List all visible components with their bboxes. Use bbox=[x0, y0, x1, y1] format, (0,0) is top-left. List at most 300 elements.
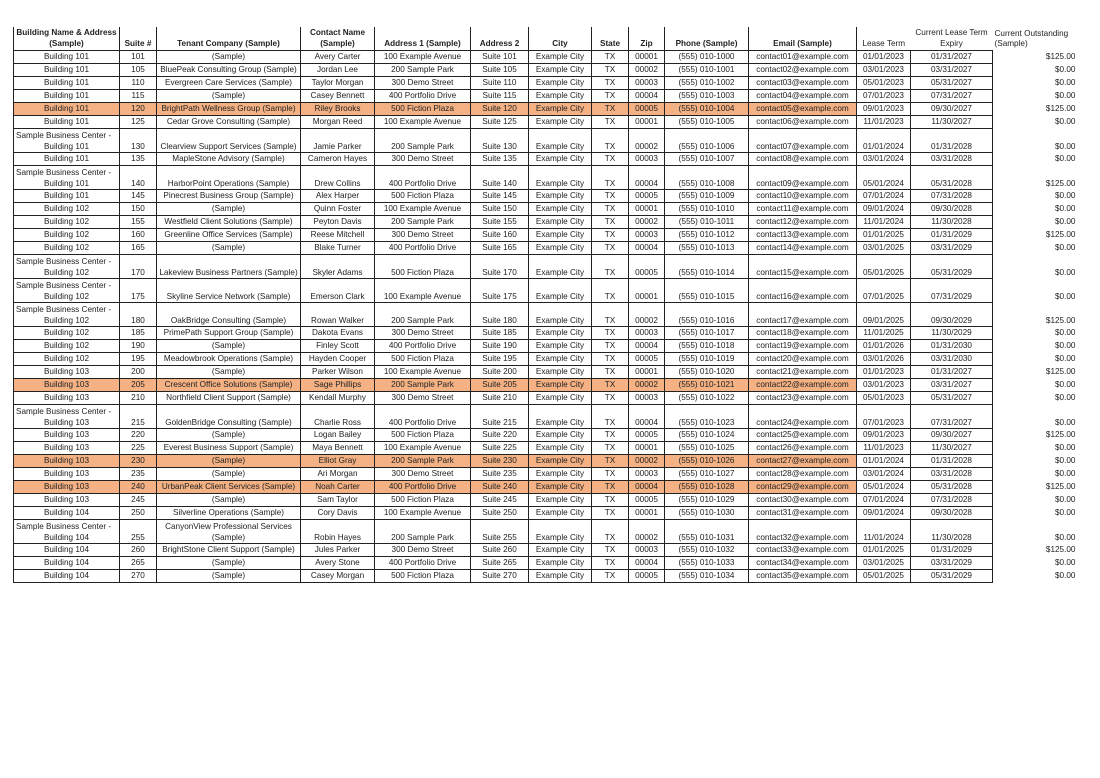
address1-cell[interactable]: 400 Portfolio Drive bbox=[375, 405, 471, 429]
expiry-cell[interactable]: 07/31/2028 bbox=[911, 494, 993, 507]
expiry-cell[interactable]: 11/30/2027 bbox=[911, 116, 993, 129]
state-cell[interactable]: TX bbox=[592, 116, 629, 129]
address1-cell[interactable]: 300 Demo Street bbox=[375, 77, 471, 90]
expiry-cell[interactable]: 09/30/2028 bbox=[911, 203, 993, 216]
expiry-cell[interactable]: 05/31/2029 bbox=[911, 570, 993, 583]
contact-cell[interactable]: Alex Harper bbox=[301, 190, 375, 203]
state-cell[interactable]: TX bbox=[592, 507, 629, 520]
expiry-cell[interactable]: 11/30/2029 bbox=[911, 327, 993, 340]
email-cell[interactable]: contact34@example.com bbox=[749, 557, 857, 570]
state-cell[interactable]: TX bbox=[592, 353, 629, 366]
expiry-cell[interactable]: 09/30/2029 bbox=[911, 303, 993, 327]
suite-cell[interactable]: 150 bbox=[120, 203, 157, 216]
outstanding-cell[interactable]: $0.00 bbox=[993, 216, 1078, 229]
email-cell[interactable]: contact21@example.com bbox=[749, 366, 857, 379]
contact-cell[interactable]: Cameron Hayes bbox=[301, 153, 375, 166]
email-cell[interactable]: contact10@example.com bbox=[749, 190, 857, 203]
email-cell[interactable]: contact17@example.com bbox=[749, 303, 857, 327]
building-cell[interactable]: Building 104 bbox=[14, 507, 120, 520]
expiry-cell[interactable]: 07/31/2027 bbox=[911, 405, 993, 429]
email-cell[interactable]: contact35@example.com bbox=[749, 570, 857, 583]
email-cell[interactable]: contact08@example.com bbox=[749, 153, 857, 166]
address1-cell[interactable]: 100 Example Avenue bbox=[375, 116, 471, 129]
state-cell[interactable]: TX bbox=[592, 481, 629, 494]
table-row[interactable] bbox=[14, 129, 1078, 153]
state-cell[interactable]: TX bbox=[592, 570, 629, 583]
building-cell[interactable] bbox=[14, 255, 120, 279]
building-cell[interactable]: Building 101 bbox=[14, 90, 120, 103]
city-cell[interactable]: Example City bbox=[529, 103, 592, 116]
tenant-cell[interactable]: BluePeak Consulting Group (Sample) bbox=[157, 64, 301, 77]
suite-cell[interactable]: 265 bbox=[120, 557, 157, 570]
address1-cell[interactable]: 400 Portfolio Drive bbox=[375, 340, 471, 353]
state-cell[interactable]: TX bbox=[592, 242, 629, 255]
table-row[interactable] bbox=[14, 203, 1078, 216]
zip-cell[interactable]: 00002 bbox=[629, 129, 665, 153]
phone-cell[interactable]: (555) 010-1004 bbox=[665, 103, 749, 116]
address1-cell[interactable]: 200 Sample Park bbox=[375, 303, 471, 327]
table-row[interactable] bbox=[14, 442, 1078, 455]
building-cell[interactable]: Building 101 bbox=[14, 64, 120, 77]
address2-cell[interactable]: Suite 145 bbox=[471, 190, 529, 203]
outstanding-cell[interactable]: $0.00 bbox=[993, 203, 1078, 216]
state-cell[interactable]: TX bbox=[592, 303, 629, 327]
tenant-cell[interactable]: (Sample) bbox=[157, 557, 301, 570]
expiry-cell[interactable]: 03/31/2028 bbox=[911, 153, 993, 166]
city-cell[interactable]: Example City bbox=[529, 190, 592, 203]
suite-cell[interactable]: 165 bbox=[120, 242, 157, 255]
building-cell[interactable]: Building 103 bbox=[14, 468, 120, 481]
state-cell[interactable]: TX bbox=[592, 129, 629, 153]
column-header[interactable]: Address 1 (Sample) bbox=[375, 27, 471, 51]
address1-cell[interactable]: 100 Example Avenue bbox=[375, 507, 471, 520]
email-cell[interactable]: contact18@example.com bbox=[749, 327, 857, 340]
city-cell[interactable]: Example City bbox=[529, 468, 592, 481]
address1-cell[interactable]: 500 Fiction Plaza bbox=[375, 103, 471, 116]
state-cell[interactable]: TX bbox=[592, 77, 629, 90]
phone-cell[interactable]: (555) 010-1002 bbox=[665, 77, 749, 90]
phone-cell[interactable]: (555) 010-1024 bbox=[665, 429, 749, 442]
tenant-cell[interactable]: Westfield Client Solutions (Sample) bbox=[157, 216, 301, 229]
table-row[interactable] bbox=[14, 77, 1078, 90]
tenant-cell[interactable]: Greenline Office Services (Sample) bbox=[157, 229, 301, 242]
table-row[interactable] bbox=[14, 279, 1078, 303]
column-header[interactable]: Lease Term bbox=[857, 27, 911, 51]
outstanding-cell[interactable]: $0.00 bbox=[993, 405, 1078, 429]
city-cell[interactable]: Example City bbox=[529, 129, 592, 153]
building-cell[interactable]: Building 101 bbox=[14, 103, 120, 116]
address2-cell[interactable]: Suite 110 bbox=[471, 77, 529, 90]
phone-cell[interactable]: (555) 010-1029 bbox=[665, 494, 749, 507]
table-row[interactable] bbox=[14, 103, 1078, 116]
outstanding-cell[interactable]: $0.00 bbox=[993, 570, 1078, 583]
state-cell[interactable]: TX bbox=[592, 327, 629, 340]
lease-term-cell[interactable]: 09/01/2023 bbox=[857, 429, 911, 442]
table-row[interactable] bbox=[14, 557, 1078, 570]
outstanding-cell[interactable]: $125.00 bbox=[993, 229, 1078, 242]
suite-cell[interactable]: 230 bbox=[120, 455, 157, 468]
contact-cell[interactable]: Robin Hayes bbox=[301, 520, 375, 544]
outstanding-cell[interactable]: $0.00 bbox=[993, 392, 1078, 405]
contact-cell[interactable]: Cory Davis bbox=[301, 507, 375, 520]
table-row[interactable] bbox=[14, 379, 1078, 392]
outstanding-cell[interactable]: $125.00 bbox=[993, 103, 1078, 116]
contact-cell[interactable]: Casey Morgan bbox=[301, 570, 375, 583]
city-cell[interactable]: Example City bbox=[529, 520, 592, 544]
tenant-cell[interactable]: MapleStone Advisory (Sample) bbox=[157, 153, 301, 166]
address2-cell[interactable]: Suite 235 bbox=[471, 468, 529, 481]
suite-cell[interactable]: 225 bbox=[120, 442, 157, 455]
building-cell[interactable]: Building 104 bbox=[14, 557, 120, 570]
suite-cell[interactable]: 125 bbox=[120, 116, 157, 129]
tenant-cell[interactable]: UrbanPeak Client Services (Sample) bbox=[157, 481, 301, 494]
tenant-cell[interactable]: (Sample) bbox=[157, 340, 301, 353]
city-cell[interactable]: Example City bbox=[529, 203, 592, 216]
address2-cell[interactable]: Suite 230 bbox=[471, 455, 529, 468]
lease-term-cell[interactable]: 09/01/2025 bbox=[857, 303, 911, 327]
lease-term-cell[interactable]: 01/01/2026 bbox=[857, 340, 911, 353]
contact-cell[interactable]: Morgan Reed bbox=[301, 116, 375, 129]
contact-cell[interactable]: Quinn Foster bbox=[301, 203, 375, 216]
zip-cell[interactable]: 00005 bbox=[629, 353, 665, 366]
table-row[interactable] bbox=[14, 216, 1078, 229]
address2-cell[interactable]: Suite 150 bbox=[471, 203, 529, 216]
expiry-cell[interactable]: 01/31/2028 bbox=[911, 129, 993, 153]
contact-cell[interactable]: Sage Phillips bbox=[301, 379, 375, 392]
contact-cell[interactable]: Parker Wilson bbox=[301, 366, 375, 379]
suite-cell[interactable]: 215 bbox=[120, 405, 157, 429]
state-cell[interactable]: TX bbox=[592, 544, 629, 557]
building-cell[interactable] bbox=[14, 166, 120, 190]
zip-cell[interactable]: 00005 bbox=[629, 570, 665, 583]
lease-term-cell[interactable]: 09/01/2024 bbox=[857, 507, 911, 520]
outstanding-cell[interactable]: $0.00 bbox=[993, 153, 1078, 166]
city-cell[interactable]: Example City bbox=[529, 481, 592, 494]
lease-term-cell[interactable]: 01/01/2025 bbox=[857, 544, 911, 557]
phone-cell[interactable]: (555) 010-1014 bbox=[665, 255, 749, 279]
email-cell[interactable]: contact14@example.com bbox=[749, 242, 857, 255]
contact-cell[interactable]: Ari Morgan bbox=[301, 468, 375, 481]
zip-cell[interactable]: 00004 bbox=[629, 166, 665, 190]
building-cell[interactable] bbox=[14, 279, 120, 303]
state-cell[interactable]: TX bbox=[592, 442, 629, 455]
lease-term-cell[interactable]: 07/01/2024 bbox=[857, 494, 911, 507]
state-cell[interactable]: TX bbox=[592, 340, 629, 353]
state-cell[interactable]: TX bbox=[592, 64, 629, 77]
contact-cell[interactable]: Dakota Evans bbox=[301, 327, 375, 340]
zip-cell[interactable]: 00004 bbox=[629, 557, 665, 570]
lease-term-cell[interactable]: 03/01/2024 bbox=[857, 153, 911, 166]
table-row[interactable] bbox=[14, 507, 1078, 520]
outstanding-cell[interactable]: $0.00 bbox=[993, 190, 1078, 203]
suite-cell[interactable]: 255 bbox=[120, 520, 157, 544]
zip-cell[interactable]: 00002 bbox=[629, 520, 665, 544]
contact-cell[interactable]: Elliot Gray bbox=[301, 455, 375, 468]
outstanding-cell[interactable]: $125.00 bbox=[993, 303, 1078, 327]
outstanding-cell[interactable]: $0.00 bbox=[993, 90, 1078, 103]
tenant-cell[interactable]: PrimePath Support Group (Sample) bbox=[157, 327, 301, 340]
address2-cell[interactable]: Suite 135 bbox=[471, 153, 529, 166]
contact-cell[interactable]: Rowan Walker bbox=[301, 303, 375, 327]
city-cell[interactable]: Example City bbox=[529, 405, 592, 429]
state-cell[interactable]: TX bbox=[592, 405, 629, 429]
suite-cell[interactable]: 130 bbox=[120, 129, 157, 153]
lease-term-cell[interactable]: 05/01/2024 bbox=[857, 166, 911, 190]
address2-cell[interactable]: Suite 270 bbox=[471, 570, 529, 583]
suite-cell[interactable]: 235 bbox=[120, 468, 157, 481]
address1-cell[interactable]: 500 Fiction Plaza bbox=[375, 190, 471, 203]
zip-cell[interactable]: 00001 bbox=[629, 366, 665, 379]
expiry-cell[interactable]: 11/30/2027 bbox=[911, 442, 993, 455]
building-cell[interactable]: Building 102 bbox=[14, 327, 120, 340]
city-cell[interactable]: Example City bbox=[529, 392, 592, 405]
suite-cell[interactable]: 101 bbox=[120, 51, 157, 64]
address2-cell[interactable]: Suite 125 bbox=[471, 116, 529, 129]
zip-cell[interactable]: 00002 bbox=[629, 64, 665, 77]
address2-cell[interactable]: Suite 175 bbox=[471, 279, 529, 303]
table-row[interactable] bbox=[14, 51, 1078, 64]
contact-cell[interactable]: Jules Parker bbox=[301, 544, 375, 557]
email-cell[interactable]: contact27@example.com bbox=[749, 455, 857, 468]
city-cell[interactable]: Example City bbox=[529, 544, 592, 557]
phone-cell[interactable]: (555) 010-1001 bbox=[665, 64, 749, 77]
address1-cell[interactable]: 500 Fiction Plaza bbox=[375, 429, 471, 442]
phone-cell[interactable]: (555) 010-1003 bbox=[665, 90, 749, 103]
tenant-cell[interactable]: BrightStone Client Support (Sample) bbox=[157, 544, 301, 557]
city-cell[interactable]: Example City bbox=[529, 116, 592, 129]
table-row[interactable] bbox=[14, 242, 1078, 255]
city-cell[interactable]: Example City bbox=[529, 242, 592, 255]
email-cell[interactable]: contact24@example.com bbox=[749, 405, 857, 429]
contact-cell[interactable]: Maya Bennett bbox=[301, 442, 375, 455]
contact-cell[interactable]: Finley Scott bbox=[301, 340, 375, 353]
outstanding-cell[interactable]: $0.00 bbox=[993, 77, 1078, 90]
building-cell[interactable] bbox=[14, 405, 120, 429]
email-cell[interactable]: contact25@example.com bbox=[749, 429, 857, 442]
email-cell[interactable]: contact22@example.com bbox=[749, 379, 857, 392]
city-cell[interactable]: Example City bbox=[529, 303, 592, 327]
building-cell[interactable]: Building 103 bbox=[14, 366, 120, 379]
state-cell[interactable]: TX bbox=[592, 392, 629, 405]
email-cell[interactable]: contact05@example.com bbox=[749, 103, 857, 116]
lease-term-cell[interactable]: 09/01/2024 bbox=[857, 203, 911, 216]
tenant-cell[interactable]: Pinecrest Business Group (Sample) bbox=[157, 190, 301, 203]
zip-cell[interactable]: 00001 bbox=[629, 279, 665, 303]
email-cell[interactable]: contact15@example.com bbox=[749, 255, 857, 279]
address2-cell[interactable]: Suite 180 bbox=[471, 303, 529, 327]
zip-cell[interactable]: 00002 bbox=[629, 216, 665, 229]
contact-cell[interactable]: Kendall Murphy bbox=[301, 392, 375, 405]
suite-cell[interactable]: 195 bbox=[120, 353, 157, 366]
table-row[interactable] bbox=[14, 544, 1078, 557]
address2-cell[interactable]: Suite 215 bbox=[471, 405, 529, 429]
tenant-cell[interactable]: (Sample) bbox=[157, 570, 301, 583]
lease-term-cell[interactable]: 03/01/2025 bbox=[857, 242, 911, 255]
suite-cell[interactable]: 175 bbox=[120, 279, 157, 303]
email-cell[interactable]: contact33@example.com bbox=[749, 544, 857, 557]
expiry-cell[interactable]: 05/31/2027 bbox=[911, 392, 993, 405]
phone-cell[interactable]: (555) 010-1025 bbox=[665, 442, 749, 455]
phone-cell[interactable]: (555) 010-1000 bbox=[665, 51, 749, 64]
phone-cell[interactable]: (555) 010-1018 bbox=[665, 340, 749, 353]
address1-cell[interactable]: 100 Example Avenue bbox=[375, 279, 471, 303]
suite-cell[interactable]: 200 bbox=[120, 366, 157, 379]
building-cell[interactable]: Building 102 bbox=[14, 242, 120, 255]
contact-cell[interactable]: Drew Collins bbox=[301, 166, 375, 190]
address1-cell[interactable]: 300 Demo Street bbox=[375, 229, 471, 242]
expiry-cell[interactable]: 11/30/2028 bbox=[911, 216, 993, 229]
zip-cell[interactable]: 00003 bbox=[629, 468, 665, 481]
column-header[interactable]: Tenant Company (Sample) bbox=[157, 27, 301, 51]
tenant-cell[interactable]: (Sample) bbox=[157, 455, 301, 468]
table-row[interactable] bbox=[14, 255, 1078, 279]
zip-cell[interactable]: 00001 bbox=[629, 51, 665, 64]
outstanding-cell[interactable]: $125.00 bbox=[993, 481, 1078, 494]
address2-cell[interactable]: Suite 220 bbox=[471, 429, 529, 442]
table-row[interactable] bbox=[14, 153, 1078, 166]
phone-cell[interactable]: (555) 010-1031 bbox=[665, 520, 749, 544]
contact-cell[interactable]: Noah Carter bbox=[301, 481, 375, 494]
lease-term-cell[interactable]: 01/01/2023 bbox=[857, 51, 911, 64]
contact-cell[interactable]: Jamie Parker bbox=[301, 129, 375, 153]
suite-cell[interactable]: 220 bbox=[120, 429, 157, 442]
table-row[interactable] bbox=[14, 229, 1078, 242]
building-cell[interactable]: Building 103 bbox=[14, 429, 120, 442]
outstanding-cell[interactable]: $125.00 bbox=[993, 429, 1078, 442]
address1-cell[interactable]: 300 Demo Street bbox=[375, 468, 471, 481]
address1-cell[interactable]: 500 Fiction Plaza bbox=[375, 353, 471, 366]
lease-term-cell[interactable]: 09/01/2023 bbox=[857, 103, 911, 116]
lease-term-cell[interactable]: 07/01/2025 bbox=[857, 279, 911, 303]
state-cell[interactable]: TX bbox=[592, 229, 629, 242]
suite-cell[interactable]: 190 bbox=[120, 340, 157, 353]
tenant-cell[interactable]: (Sample) bbox=[157, 51, 301, 64]
outstanding-cell[interactable]: $0.00 bbox=[993, 557, 1078, 570]
table-row[interactable] bbox=[14, 405, 1078, 429]
suite-cell[interactable]: 180 bbox=[120, 303, 157, 327]
city-cell[interactable]: Example City bbox=[529, 255, 592, 279]
email-cell[interactable]: contact30@example.com bbox=[749, 494, 857, 507]
email-cell[interactable]: contact03@example.com bbox=[749, 77, 857, 90]
suite-cell[interactable]: 140 bbox=[120, 166, 157, 190]
zip-cell[interactable]: 00003 bbox=[629, 392, 665, 405]
city-cell[interactable]: Example City bbox=[529, 557, 592, 570]
lease-term-cell[interactable]: 11/01/2023 bbox=[857, 442, 911, 455]
tenant-cell[interactable]: Clearview Support Services (Sample) bbox=[157, 129, 301, 153]
outstanding-cell[interactable]: $0.00 bbox=[993, 242, 1078, 255]
contact-cell[interactable]: Riley Brooks bbox=[301, 103, 375, 116]
expiry-cell[interactable]: 05/31/2028 bbox=[911, 481, 993, 494]
phone-cell[interactable]: (555) 010-1020 bbox=[665, 366, 749, 379]
phone-cell[interactable]: (555) 010-1030 bbox=[665, 507, 749, 520]
tenant-cell[interactable]: Lakeview Business Partners (Sample) bbox=[157, 255, 301, 279]
phone-cell[interactable]: (555) 010-1009 bbox=[665, 190, 749, 203]
suite-cell[interactable]: 250 bbox=[120, 507, 157, 520]
lease-term-cell[interactable]: 05/01/2025 bbox=[857, 570, 911, 583]
address1-cell[interactable]: 400 Portfolio Drive bbox=[375, 166, 471, 190]
building-cell[interactable] bbox=[14, 129, 120, 153]
table-row[interactable] bbox=[14, 64, 1078, 77]
outstanding-cell[interactable]: $0.00 bbox=[993, 468, 1078, 481]
phone-cell[interactable]: (555) 010-1016 bbox=[665, 303, 749, 327]
state-cell[interactable]: TX bbox=[592, 216, 629, 229]
column-header[interactable]: Email (Sample) bbox=[749, 27, 857, 51]
outstanding-cell[interactable]: $125.00 bbox=[993, 366, 1078, 379]
column-header[interactable]: Zip bbox=[629, 27, 665, 51]
address2-cell[interactable]: Suite 245 bbox=[471, 494, 529, 507]
city-cell[interactable]: Example City bbox=[529, 366, 592, 379]
suite-cell[interactable]: 135 bbox=[120, 153, 157, 166]
expiry-cell[interactable]: 03/31/2027 bbox=[911, 379, 993, 392]
lease-term-cell[interactable]: 03/01/2026 bbox=[857, 353, 911, 366]
tenant-cell[interactable]: (Sample) bbox=[157, 468, 301, 481]
email-cell[interactable]: contact09@example.com bbox=[749, 166, 857, 190]
building-cell[interactable]: Building 102 bbox=[14, 353, 120, 366]
building-cell[interactable]: Building 101 bbox=[14, 116, 120, 129]
building-cell[interactable]: Building 102 bbox=[14, 340, 120, 353]
building-cell[interactable] bbox=[14, 303, 120, 327]
address1-cell[interactable]: 500 Fiction Plaza bbox=[375, 255, 471, 279]
tenant-cell[interactable]: Skyline Service Network (Sample) bbox=[157, 279, 301, 303]
state-cell[interactable]: TX bbox=[592, 166, 629, 190]
table-row[interactable] bbox=[14, 366, 1078, 379]
building-cell[interactable]: Building 101 bbox=[14, 77, 120, 90]
suite-cell[interactable]: 120 bbox=[120, 103, 157, 116]
address1-cell[interactable]: 100 Example Avenue bbox=[375, 442, 471, 455]
expiry-cell[interactable]: 07/31/2029 bbox=[911, 279, 993, 303]
state-cell[interactable]: TX bbox=[592, 468, 629, 481]
address2-cell[interactable]: Suite 115 bbox=[471, 90, 529, 103]
city-cell[interactable]: Example City bbox=[529, 153, 592, 166]
zip-cell[interactable]: 00003 bbox=[629, 153, 665, 166]
address2-cell[interactable]: Suite 200 bbox=[471, 366, 529, 379]
contact-cell[interactable]: Charlie Ross bbox=[301, 405, 375, 429]
city-cell[interactable]: Example City bbox=[529, 442, 592, 455]
email-cell[interactable]: contact02@example.com bbox=[749, 64, 857, 77]
tenant-cell[interactable]: GoldenBridge Consulting (Sample) bbox=[157, 405, 301, 429]
address2-cell[interactable]: Suite 195 bbox=[471, 353, 529, 366]
contact-cell[interactable]: Taylor Morgan bbox=[301, 77, 375, 90]
suite-cell[interactable]: 205 bbox=[120, 379, 157, 392]
email-cell[interactable]: contact28@example.com bbox=[749, 468, 857, 481]
suite-cell[interactable]: 160 bbox=[120, 229, 157, 242]
address2-cell[interactable]: Suite 250 bbox=[471, 507, 529, 520]
zip-cell[interactable]: 00004 bbox=[629, 90, 665, 103]
address1-cell[interactable]: 300 Demo Street bbox=[375, 544, 471, 557]
city-cell[interactable]: Example City bbox=[529, 353, 592, 366]
lease-term-cell[interactable]: 05/01/2024 bbox=[857, 481, 911, 494]
suite-cell[interactable]: 270 bbox=[120, 570, 157, 583]
contact-cell[interactable]: Skyler Adams bbox=[301, 255, 375, 279]
zip-cell[interactable]: 00003 bbox=[629, 327, 665, 340]
state-cell[interactable]: TX bbox=[592, 455, 629, 468]
tenant-cell[interactable]: OakBridge Consulting (Sample) bbox=[157, 303, 301, 327]
phone-cell[interactable]: (555) 010-1007 bbox=[665, 153, 749, 166]
email-cell[interactable]: contact01@example.com bbox=[749, 51, 857, 64]
expiry-cell[interactable]: 01/31/2027 bbox=[911, 51, 993, 64]
phone-cell[interactable]: (555) 010-1015 bbox=[665, 279, 749, 303]
outstanding-cell[interactable]: $0.00 bbox=[993, 379, 1078, 392]
suite-cell[interactable]: 245 bbox=[120, 494, 157, 507]
table-row[interactable] bbox=[14, 429, 1078, 442]
tenant-cell[interactable]: (Sample) bbox=[157, 242, 301, 255]
lease-term-cell[interactable]: 05/01/2023 bbox=[857, 77, 911, 90]
building-cell[interactable]: Building 101 bbox=[14, 51, 120, 64]
expiry-cell[interactable]: 11/30/2028 bbox=[911, 520, 993, 544]
zip-cell[interactable]: 00002 bbox=[629, 455, 665, 468]
city-cell[interactable]: Example City bbox=[529, 455, 592, 468]
address2-cell[interactable]: Suite 130 bbox=[471, 129, 529, 153]
